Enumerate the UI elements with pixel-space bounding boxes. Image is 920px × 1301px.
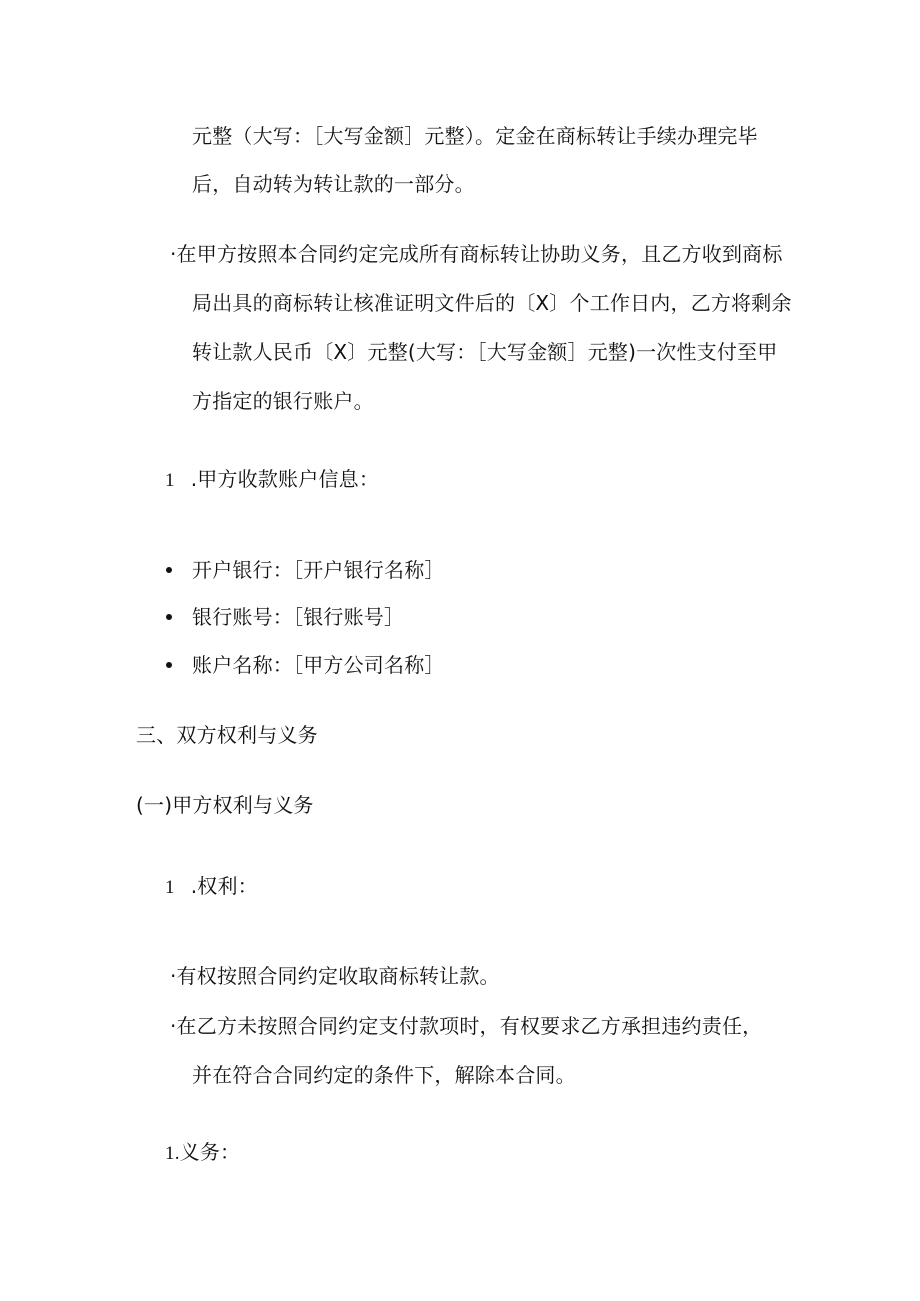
paragraph-balance-line-4: 方指定的银行账户。: [192, 389, 374, 413]
paragraph-deposit-line-2: 后，自动转为转让款的一部分。: [192, 172, 475, 196]
duties-title: 义务：: [179, 1140, 241, 1164]
account-section-number: 1: [165, 470, 175, 491]
bullet-icon: [166, 662, 172, 668]
account-section-title: .甲方收款账户信息：: [190, 467, 380, 491]
duties-heading: [165, 1138, 240, 1168]
duties-number: 1.: [165, 1143, 180, 1164]
account-section-heading: [165, 465, 379, 495]
rights-item-collect-payment: ·有权按照合同约定收取商标转让款。: [170, 964, 500, 988]
rights-number: 1: [165, 877, 175, 898]
subsection-heading-party-a: (一)甲方权利与义务: [136, 793, 314, 817]
account-number: 银行账号：［银行账号］: [192, 605, 405, 629]
account-bank-name: 开户银行：［开户银行名称］: [192, 558, 445, 582]
rights-title: .权利：: [190, 874, 258, 898]
paragraph-balance-line-3: 转让款人民币〔X〕元整(大写：［大写金额］元整)一次性支付至甲: [192, 340, 778, 364]
paragraph-balance-line-2: 局出具的商标转让核准证明文件后的〔X〕个工作日内，乙方将剩余: [192, 291, 792, 315]
account-holder-name: 账户名称：［甲方公司名称］: [192, 653, 445, 677]
rights-item-breach-line-1: ·在乙方未按照合同约定支付款项时，有权要求乙方承担违约责任，: [170, 1014, 763, 1038]
paragraph-balance-line-1: ·在甲方按照本合同约定完成所有商标转让协助义务，且乙方收到商标: [170, 242, 783, 266]
section-heading-rights-duties: 三、双方权利与义务: [136, 723, 318, 747]
paragraph-deposit-line-1: 元整（大写：［大写金额］元整）。定金在商标转让手续办理完毕: [192, 124, 758, 148]
bullet-icon: [166, 567, 172, 573]
bullet-icon: [166, 614, 172, 620]
rights-heading: [165, 872, 258, 902]
rights-item-breach-line-2: 并在符合合同约定的条件下，解除本合同。: [192, 1063, 576, 1087]
